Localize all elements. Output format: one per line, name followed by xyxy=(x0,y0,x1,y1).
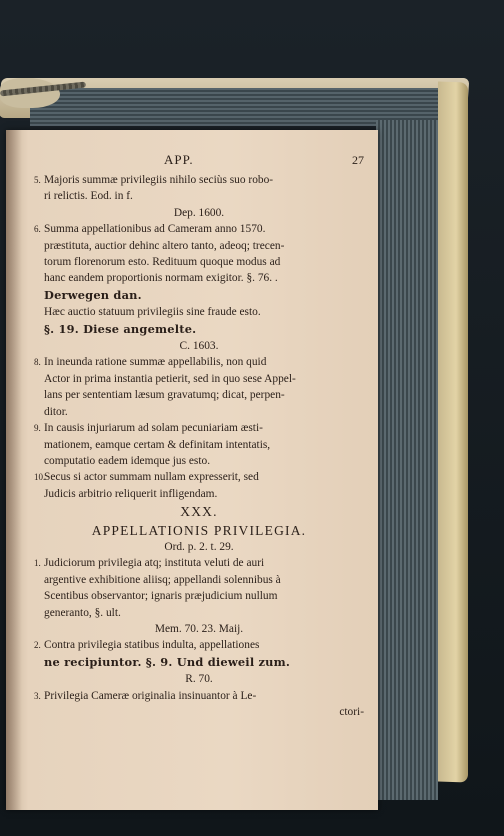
line-text: Actor in prima instantia petierit, sed in quo sese Appel- xyxy=(44,372,296,385)
paragraph-number: 10. xyxy=(34,472,46,483)
line-text: Secus si actor summam nullam expresserit, sed xyxy=(44,471,259,484)
page-text xyxy=(34,152,364,720)
line-text: generanto, §. ult. xyxy=(44,606,121,619)
page-number: 27 xyxy=(352,153,364,167)
text-line xyxy=(34,437,364,453)
text-line xyxy=(34,469,364,485)
line-text: Summa appellationibus ad Cameram anno 1570. xyxy=(44,223,266,236)
line-text: torum florenorum esto. Redituum quoque modus ad xyxy=(44,256,281,269)
book xyxy=(0,60,480,800)
text-block-1 xyxy=(34,172,364,502)
text-line xyxy=(34,688,364,704)
text-line xyxy=(34,637,364,653)
centered-line: C. 1603. xyxy=(179,340,219,353)
paragraph-number: 1. xyxy=(34,558,41,569)
running-title: APP. xyxy=(164,152,194,167)
text-line xyxy=(34,304,364,320)
page-header xyxy=(34,152,364,172)
text-line xyxy=(34,572,364,588)
line-text: §. 19. Diese angemelte. xyxy=(44,321,197,336)
text-line xyxy=(34,654,364,671)
paragraph-number: 8. xyxy=(34,357,41,368)
text-line xyxy=(34,371,364,387)
text-line xyxy=(34,172,364,188)
line-text: lans per sententiam læsum gravatumq; dicat, perpen- xyxy=(44,389,285,402)
paragraph-number: 3. xyxy=(34,690,41,701)
line-text: ri relictis. Eod. in f. xyxy=(44,190,133,203)
text-line xyxy=(34,588,364,604)
text-line xyxy=(34,605,364,621)
paragraph-number: 9. xyxy=(34,423,41,434)
book-cover-right xyxy=(438,81,468,782)
centered-line: Mem. 70. 23. Maij. xyxy=(154,622,244,635)
text-line xyxy=(34,354,364,370)
line-text: Contra privilegia statibus indulta, appellationes xyxy=(44,639,260,652)
centered-line: Ord. p. 2. t. 29. xyxy=(164,540,234,553)
text-line xyxy=(34,221,364,237)
text-line xyxy=(34,420,364,436)
text-line xyxy=(34,486,364,502)
text-line xyxy=(34,287,364,304)
text-line xyxy=(34,555,364,571)
line-text: argentive exhibitione aliisq; appellandi solennibus à xyxy=(44,573,281,586)
text-line xyxy=(34,238,364,254)
paragraph-number: 2. xyxy=(34,640,41,651)
section-number: XXX. xyxy=(180,504,218,520)
line-text: Judiciorum privilegia atq; instituta veluti de auri xyxy=(44,557,265,570)
centered-line: Dep. 1600. xyxy=(173,206,225,219)
line-text: præstituta, auctior dehinc altero tanto, adeoq; trecen- xyxy=(44,239,285,252)
text-line xyxy=(34,321,364,338)
line-text: computatio eadem idemque jus esto. xyxy=(44,454,211,467)
text-line xyxy=(34,270,364,286)
line-text: ditor. xyxy=(44,405,68,418)
line-text: Hæc auctio statuum privilegiis sine fraude esto. xyxy=(44,306,261,319)
line-text: Scentibus observantor; ignaris præjudicium nullum xyxy=(44,590,278,603)
text-block-2 xyxy=(34,539,364,720)
book-page xyxy=(6,130,378,810)
line-text: Majoris summæ privilegiis nihilo seciùs suo robo- xyxy=(44,174,274,186)
text-line xyxy=(34,254,364,270)
section-title: APPELLATIONIS PRIVILEGIA. xyxy=(91,522,307,538)
centered-line: R. 70. xyxy=(185,673,213,686)
line-text: In ineunda ratione summæ appellabilis, non quid xyxy=(44,356,267,369)
text-line xyxy=(34,404,364,420)
line-text: Privilegia Cameræ originalia insinuantor à Le- xyxy=(44,689,257,702)
line-text: ctori- xyxy=(339,706,364,718)
line-text: Derwegen dan. xyxy=(44,287,142,302)
line-text: Judicis arbitrio reliquerit infligendam. xyxy=(44,487,218,500)
paragraph-number: 5. xyxy=(34,175,41,185)
text-line xyxy=(34,387,364,403)
paragraph-number: 6. xyxy=(34,224,41,235)
line-text: hanc eandem proportionis normam exigitor. §. 76. . xyxy=(44,272,278,285)
line-text: mationem, eamque certam & definitam intentatis, xyxy=(44,438,271,451)
page-edges-right xyxy=(376,120,438,800)
text-line xyxy=(34,704,364,720)
text-line xyxy=(34,453,364,469)
spine-shadow xyxy=(6,130,22,810)
line-text: In causis injuriarum ad solam pecuniariam æsti- xyxy=(44,422,263,435)
text-line xyxy=(34,188,364,204)
line-text: ne recipiuntor. §. 9. Und dieweil zum. xyxy=(44,654,291,669)
